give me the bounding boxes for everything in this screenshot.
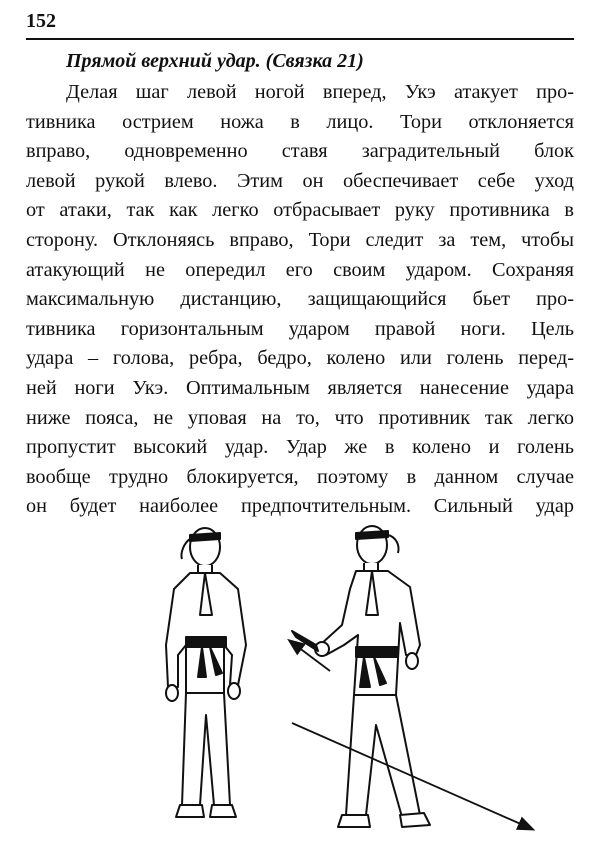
text-line: ниже пояса, не уповая на то, что противник так легко [26,406,574,429]
text-line: Делая шаг левой ногой вперед, Укэ атакует про- [66,81,574,103]
text-line: максимальную дистанцию, защищающийся бьет про- [26,288,574,311]
text-line: тивника острием ножа в лицо. Тори отклоняется [26,110,574,133]
text-line: сторону. Отклоняясь вправо, Тори следит за тем, чтобы [26,228,574,251]
text-line: левой рукой влево. Этим он обеспечивает себе уход [26,169,574,192]
text-line: атакующий не опередил его своим ударом. Сохраняя [26,258,574,281]
text-line: вообще трудно блокируется, поэтому в данном случае [26,465,574,488]
text-line: пропустит высокий удар. Удар же в колено и голень [26,436,574,459]
tori-figure [292,526,430,827]
page-number: 152 [26,10,56,32]
text-line: удара – голова, ребра, бедро, колено или голень перед- [26,347,574,370]
body-text [26,78,574,522]
text-line: тивника горизонтальным ударом правой ноги. Цель [26,317,574,340]
text-line: он будет наиболее предпочтительным. Сильный удар [26,495,574,518]
text-line: от атаки, так как легко отбрасывает руку противника в [26,199,574,222]
uke-figure [166,528,246,817]
section-title: Прямой верхний удар. (Связка 21) [66,50,364,72]
header-rule [26,38,574,40]
text-line: вправо, одновременно ставя заградительный блок [26,140,574,163]
text-line: ней ноги Укэ. Оптимальным является нанесение удара [26,376,574,399]
illustration [120,505,560,855]
